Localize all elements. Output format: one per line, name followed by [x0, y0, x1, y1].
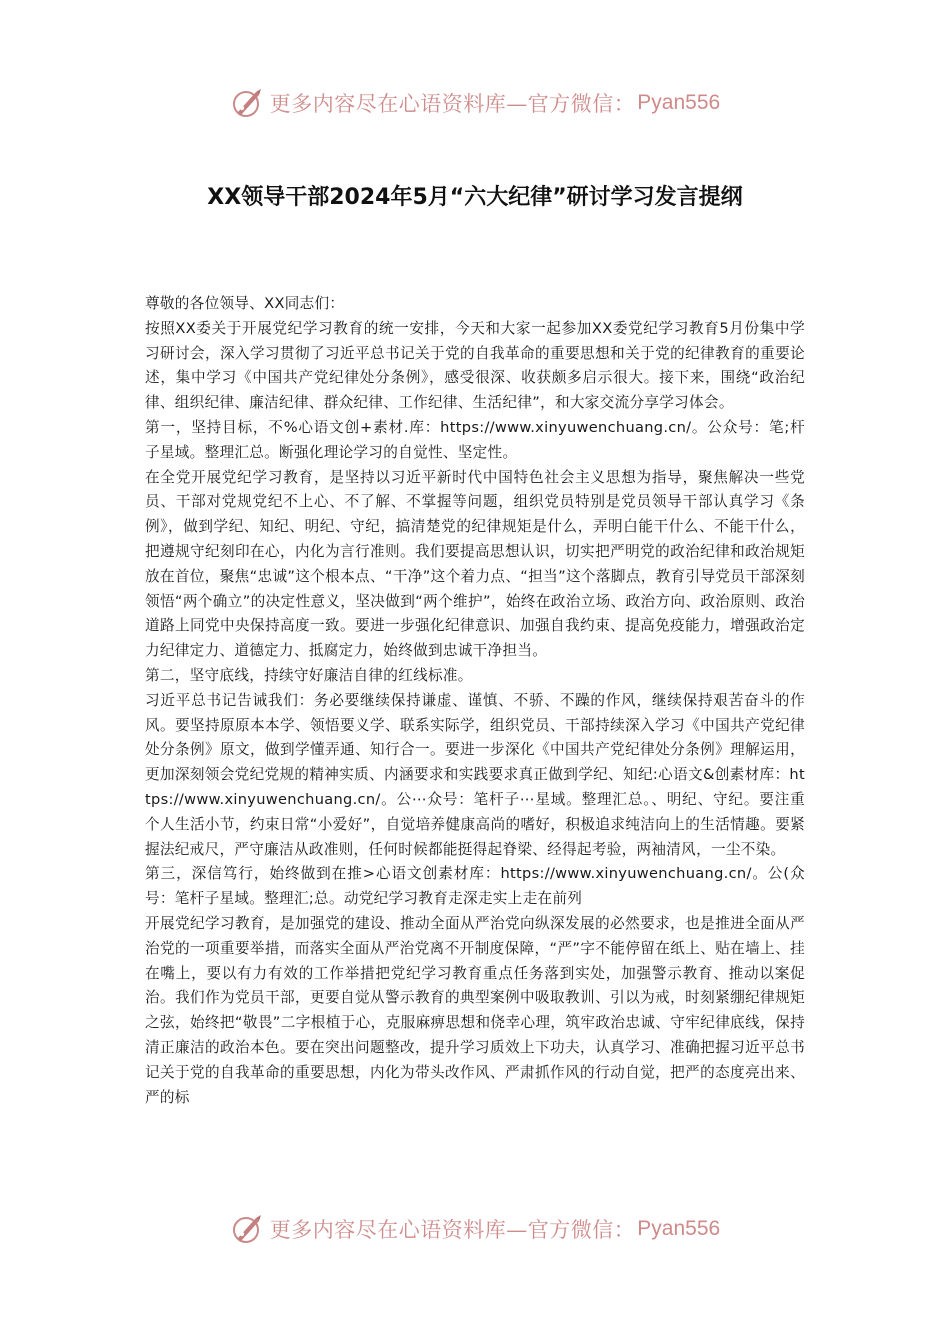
section-2-heading: 第二，坚守底线，持续守好廉洁自律的红线标准。	[145, 666, 473, 684]
section-3-body: 开展党纪学习教育，是加强党的建设、推动全面从严治党向纵深发展的必然要求，也是推进全面从严治党的一项重要举措，而落实全面从严治党离不开制度保障，“严”字不能停留在纸上、贴在墙上、挂在嘴上，要以有力有效的工作举措把党纪学习教育重点任务落到实处，加强警示教育、推动以案促治。我们作为党员干部，更要自觉从警示教育的典型案例中吸取教训、引以为戒，时刻紧绷纪律规矩之弦，始终把“敬畏”二字根植于心，克服麻痹思想和侥幸心理，筑牢政治忠诚、守牢纪律底线，保持清正廉洁的政治本色。要在突出问题整改，提升学习质效上下功夫，认真学习、准确把握习近平总书记关于党的自我革命的重要思想，内化为带头改作风、严肃抓作风的行动自觉，把严的态度亮出来、严的标	[145, 914, 805, 1106]
banner-text: 更多内容尽在心语资料库—官方微信：	[269, 1218, 636, 1242]
section-3-heading: 第三，深信笃行，始终做到在推>心语文创素材库：https://www.xinyuwenchuang.cn/。公(众号：笔杆子星域。整理汇;总。动党纪学习教育走深走实上走在前列	[145, 865, 805, 908]
quill-pen-circle-icon	[230, 86, 264, 120]
banner-wechat-handle: Pyan556	[637, 91, 721, 114]
quill-pen-circle-icon	[230, 1212, 264, 1246]
header-watermark-banner	[0, 81, 950, 125]
intro-paragraph: 按照XX委关于开展党纪学习教育的统一安排，今天和大家一起参加XX委党纪学习教育5月份集中学习研讨会，深入学习贯彻了习近平总书记关于党的自我革命的重要思想和关于党的纪律教育的重要论述，集中学习《中国共产党纪律处分条例》，感受很深、收获颇多启示很大。接下来，围绕“政治纪律、组织纪律、廉洁纪律、群众纪律、工作纪律、生活纪律”，和大家交流分享学习体会。	[145, 319, 805, 412]
salutation: 尊敬的各位领导、XX同志们：	[145, 295, 345, 312]
document-title: XX领导干部2024年5月“六大纪律”研讨学习发言提纲	[207, 185, 743, 210]
section-2-body: 习近平总书记告诫我们：务必要继续保持谦虚、谨慎、不骄、不躁的作风，继续保持艰苦奋斗的作风。要坚持原原本本学、领悟要义学、联系实际学，组织党员、干部持续深入学习《中国共产党纪律处分条例》原文，做到学懂弄通、知行合一。要进一步深化《中国共产党纪律处分条例》理解运用，更加深刻领会党纪党规的精神实质、内涵要求和实践要求真正做到学纪、知纪:心语文&创素材库：https://www.xinyuwenchuang.cn/。公⋯众号：笔杆子⋯星域。整理汇总。、明纪、守纪。要注重个人生活小节，约束日常“小爱好”，自觉培养健康高尚的嗜好，积极追求纯洁向上的生活情趣。要紧握法纪戒尺，严守廉洁从政准则，任何时候都能挺得起脊梁、经得起考验，两袖清风，一尘不染。	[145, 691, 805, 858]
section-1-body: 在全党开展党纪学习教育，是坚持以习近平新时代中国特色社会主义思想为指导，聚焦解决一些党员、干部对党规党纪不上心、不了解、不掌握等问题，组织党员特别是党员领导干部认真学习《条例》，做到学纪、知纪、明纪、守纪，搞清楚党的纪律规矩是什么，弄明白能干什么、不能干什么，把遵规守纪刻印在心，内化为言行准则。我们要提高思想认识，切实把严明党的政治纪律和政治规矩放在首位，聚焦“忠诚”这个根本点、“干净”这个着力点、“担当”这个落脚点，教育引导党员干部深刻领悟“两个确立”的决定性意义，坚决做到“两个维护”，始终在政治立场、政治方向、政治原则、政治道路上同党中央保持高度一致。要进一步强化纪律意识、加强自我约束、提高免疫能力，增强政治定力纪律定力、道德定力、抵腐定力，始终做到忠诚干净担当。	[145, 468, 805, 660]
footer-watermark-banner	[0, 1207, 950, 1251]
section-1-heading: 第一，坚持目标，不%心语文创+素材.库：https://www.xinyuwenchuang.cn/。公众号：笔;杆子星域。整理汇总。断强化理论学习的自觉性、坚定性。	[145, 418, 805, 461]
document-body	[145, 292, 805, 1110]
banner-wechat-handle: Pyan556	[637, 1217, 721, 1240]
banner-text: 更多内容尽在心语资料库—官方微信：	[269, 92, 636, 116]
